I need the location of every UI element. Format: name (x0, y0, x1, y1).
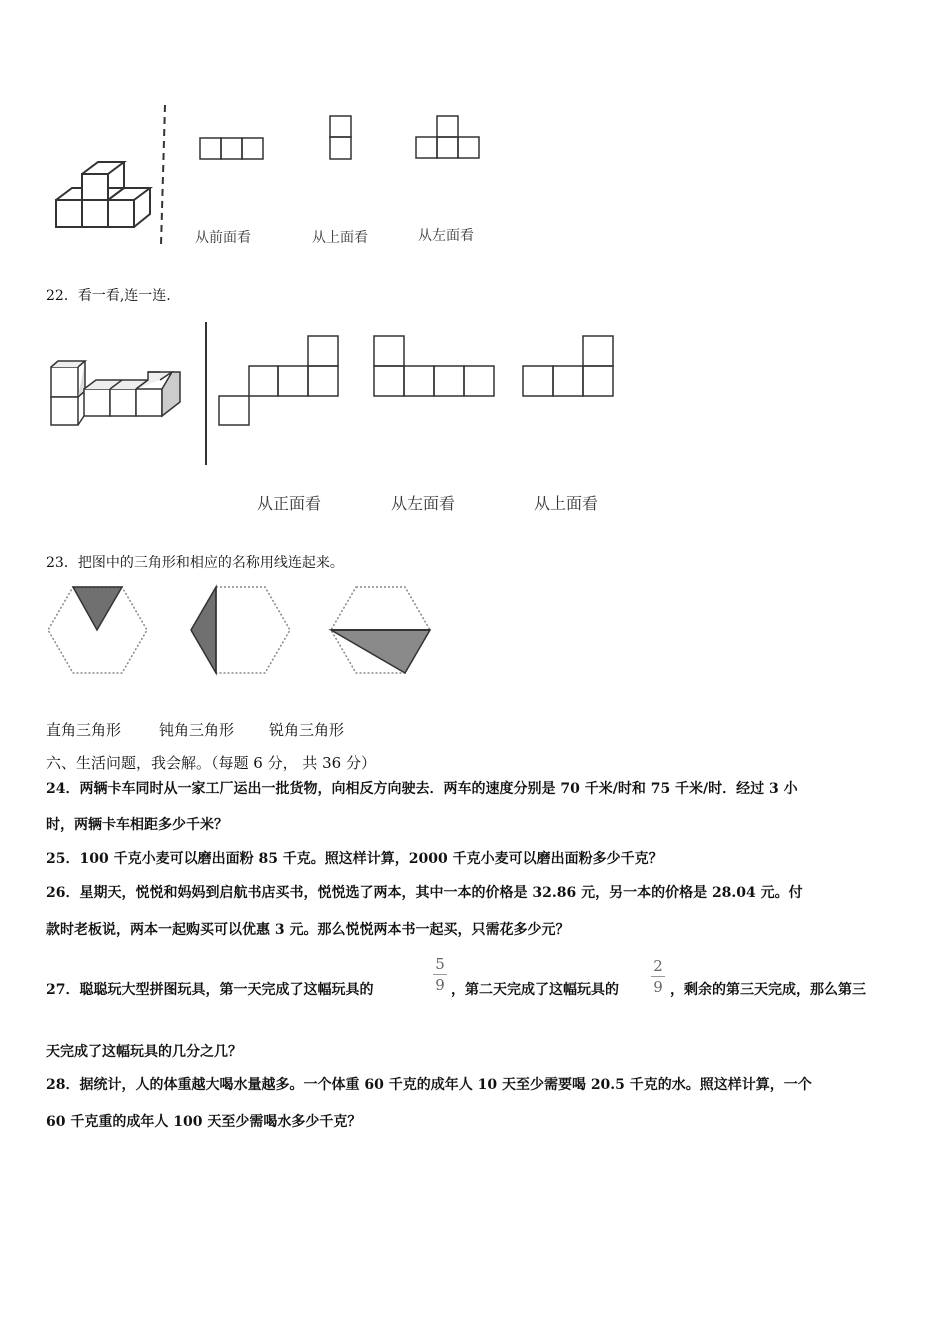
q28-line1: 28．据统计，人的体重越大喝水量越多。一个体重 60 千克的成年人 10 天至少需要喝 20.5 千克的水。照这样计算，一个 (46, 1077, 812, 1093)
q23-label-right: 直角三角形 (46, 721, 122, 739)
q27-line2: 天完成了这幅玩具的几分之几？ (46, 1044, 242, 1060)
q28-line2: 60 千克重的成年人 100 天至少需喝水多少千克？ (46, 1114, 362, 1130)
q27-frac1-numerator: 5 (435, 955, 445, 973)
q24-line1: 24．两辆卡车同时从一家工厂运出一批货物，向相反方向驶去．两车的速度分别是 70 千米/时和 75 千米/时．经过 3 小 (46, 781, 798, 797)
q27-frac2-denominator: 9 (653, 978, 663, 996)
q23-hexagon-2 (191, 587, 290, 673)
q27-fraction-2 (649, 958, 667, 995)
q27-frac2-numerator: 2 (653, 957, 663, 975)
q24-line2: 时，两辆卡车相距多少千米？ (46, 817, 228, 833)
q23-title: 23．把图中的三角形和相应的名称用线连起来。 (46, 555, 344, 571)
q27-fraction-1 (431, 956, 449, 993)
q26-line2: 款时老板说，两本一起购买可以优惠 3 元。那么悦悦两本书一起买，只需花多少元？ (46, 922, 570, 938)
q27-part1: 27．聪聪玩大型拼图玩具，第一天完成了这幅玩具的 (46, 982, 374, 998)
q23-label-acute: 锐角三角形 (269, 721, 345, 739)
q23-label-obtuse: 钝角三角形 (159, 721, 235, 739)
q21-caption-top: 从上面看 (312, 230, 368, 246)
q23-hexagon-3 (331, 587, 430, 673)
q27-part3: ，剩余的第三天完成，那么第三 (670, 982, 866, 998)
q22-caption-front: 从正面看 (257, 494, 322, 513)
q26-line1: 26．星期天，悦悦和妈妈到启航书店买书，悦悦选了两本，其中一本的价格是 32.86 元，另一本的价格是 28.04 元。付 (46, 885, 803, 901)
section6-heading: 六、生活问题，我会解。（每题 6 分， 共 36 分） (46, 754, 376, 772)
q22-title: 22．看一看,连一连. (46, 288, 171, 304)
q21-caption-left: 从左面看 (418, 228, 474, 244)
q25-line1: 25．100 千克小麦可以磨出面粉 85 千克。照这样计算，2000 千克小麦可以磨出面粉多少千克？ (46, 851, 663, 867)
q22-caption-top: 从上面看 (534, 494, 599, 513)
q27-frac1-denominator: 9 (435, 976, 445, 994)
q23-hexagon-1 (48, 587, 147, 673)
q27-part2: ，第二天完成了这幅玩具的 (451, 982, 619, 998)
q22-caption-left: 从左面看 (391, 494, 456, 513)
q21-caption-front: 从前面看 (195, 230, 251, 246)
